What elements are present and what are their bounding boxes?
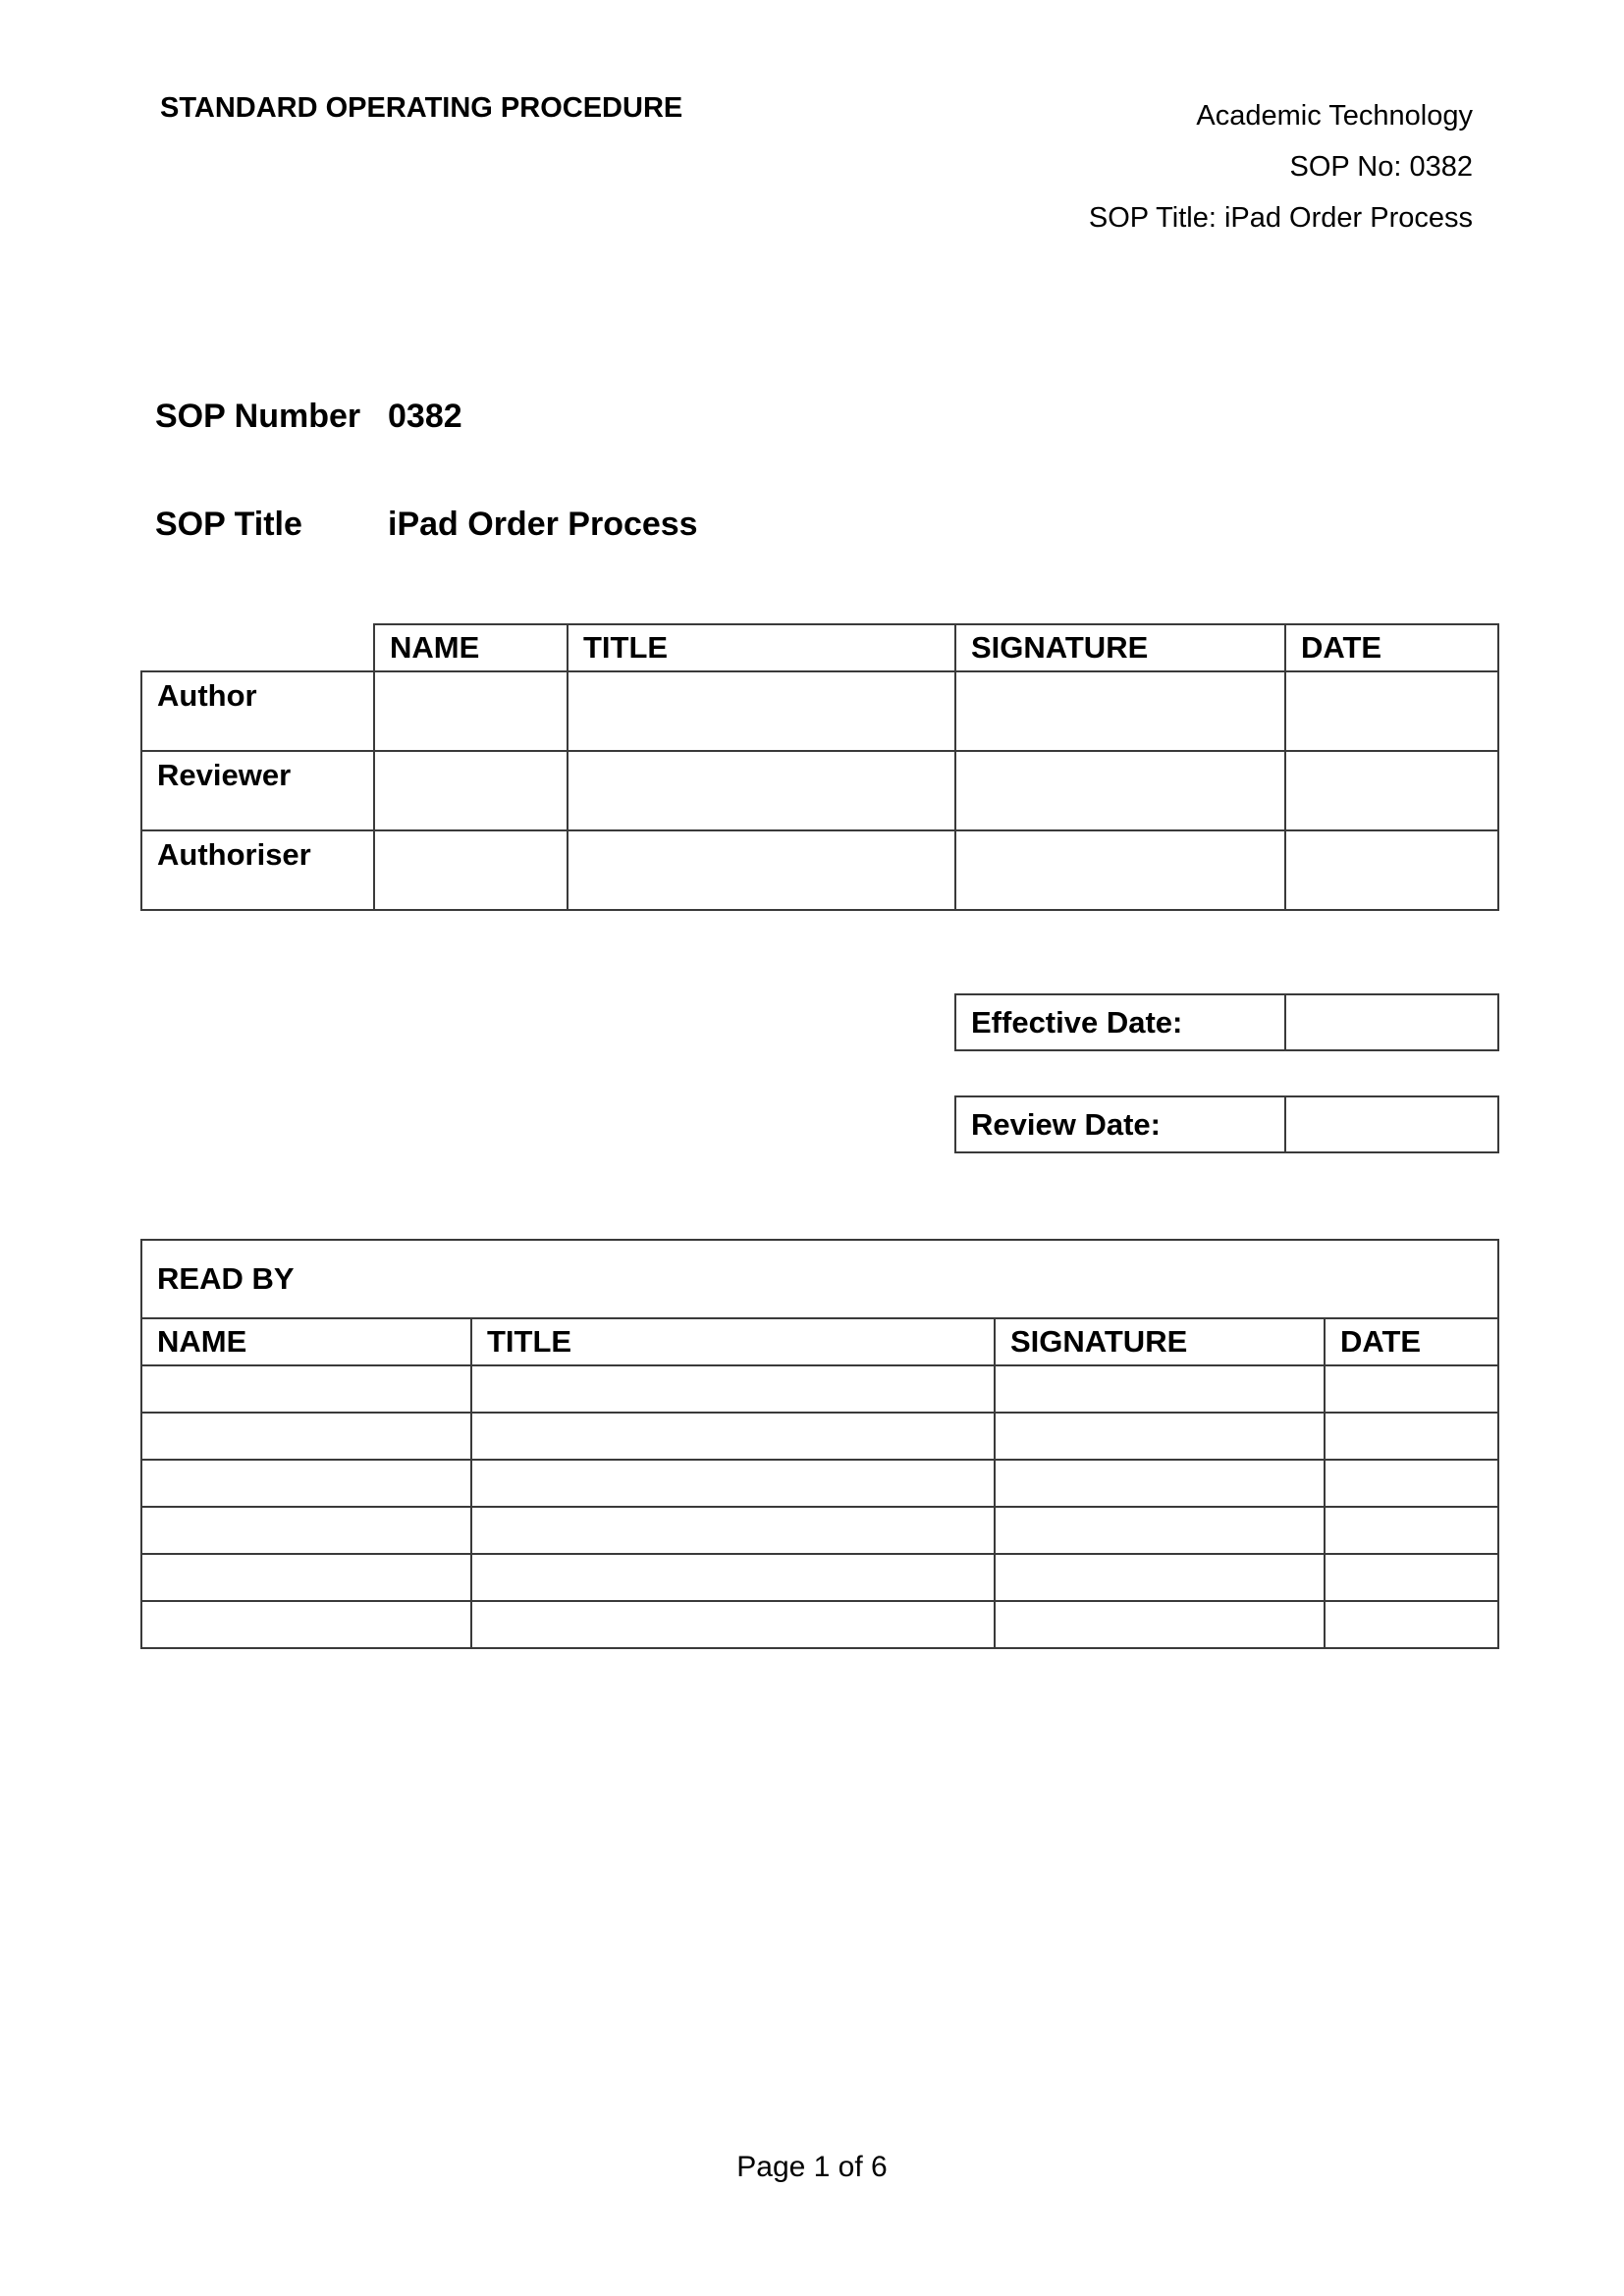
read-by-signature-cell[interactable] — [995, 1365, 1325, 1413]
read-by-column-title: TITLE — [471, 1318, 995, 1365]
read-by-heading-row — [141, 1240, 1498, 1318]
read-by-title-cell[interactable] — [471, 1365, 995, 1413]
read-by-title-cell[interactable] — [471, 1554, 995, 1601]
read-by-date-cell[interactable] — [1325, 1413, 1498, 1460]
read-by-title-cell[interactable] — [471, 1413, 995, 1460]
read-by-name-cell[interactable] — [141, 1601, 471, 1648]
review-date-label: Review Date: — [955, 1096, 1285, 1152]
authoriser-date-cell[interactable] — [1285, 830, 1498, 910]
table-row — [141, 1507, 1498, 1554]
signoff-row-author — [141, 671, 1498, 751]
effective-date-value[interactable] — [1285, 994, 1498, 1050]
read-by-column-name: NAME — [141, 1318, 471, 1365]
review-date-table — [954, 1095, 1499, 1153]
read-by-title-cell[interactable] — [471, 1507, 995, 1554]
read-by-date-cell[interactable] — [1325, 1460, 1498, 1507]
read-by-date-cell[interactable] — [1325, 1554, 1498, 1601]
effective-date-label: Effective Date: — [955, 994, 1285, 1050]
read-by-signature-cell[interactable] — [995, 1460, 1325, 1507]
read-by-name-cell[interactable] — [141, 1554, 471, 1601]
reviewer-signature-cell[interactable] — [955, 751, 1285, 830]
column-header-title: TITLE — [568, 624, 955, 671]
read-by-signature-cell[interactable] — [995, 1601, 1325, 1648]
authoriser-name-cell[interactable] — [374, 830, 568, 910]
row-label-authoriser: Authoriser — [141, 830, 374, 910]
authoriser-title-cell[interactable] — [568, 830, 955, 910]
read-by-date-cell[interactable] — [1325, 1601, 1498, 1648]
author-date-cell[interactable] — [1285, 671, 1498, 751]
reviewer-title-cell[interactable] — [568, 751, 955, 830]
effective-date-table — [954, 993, 1499, 1051]
signoff-header-row — [141, 624, 1498, 671]
table-row — [141, 1365, 1498, 1413]
read-by-signature-cell[interactable] — [995, 1413, 1325, 1460]
sop-title-value: iPad Order Process — [388, 506, 698, 543]
read-by-name-cell[interactable] — [141, 1413, 471, 1460]
row-label-author: Author — [141, 671, 374, 751]
reviewer-name-cell[interactable] — [374, 751, 568, 830]
document-type: STANDARD OPERATING PROCEDURE — [160, 92, 683, 124]
sop-title-label: SOP Title — [155, 506, 302, 543]
read-by-title-cell[interactable] — [471, 1601, 995, 1648]
page-number: Page 1 of 6 — [736, 2151, 888, 2183]
header-sop-no: SOP No: 0382 — [1289, 151, 1473, 183]
read-by-title-cell[interactable] — [471, 1460, 995, 1507]
table-row — [141, 1601, 1498, 1648]
table-row — [141, 1460, 1498, 1507]
table-row — [141, 1413, 1498, 1460]
signoff-row-reviewer — [141, 751, 1498, 830]
table-row — [141, 1554, 1498, 1601]
read-by-name-cell[interactable] — [141, 1460, 471, 1507]
header-sop-title: SOP Title: iPad Order Process — [1088, 202, 1473, 234]
author-title-cell[interactable] — [568, 671, 955, 751]
read-by-table — [140, 1239, 1499, 1649]
read-by-name-cell[interactable] — [141, 1365, 471, 1413]
sop-number-value: 0382 — [388, 398, 462, 435]
read-by-column-signature: SIGNATURE — [995, 1318, 1325, 1365]
sop-number-label: SOP Number — [155, 398, 361, 435]
reviewer-date-cell[interactable] — [1285, 751, 1498, 830]
row-label-reviewer: Reviewer — [141, 751, 374, 830]
header-info — [1089, 90, 1473, 243]
author-signature-cell[interactable] — [955, 671, 1285, 751]
column-header-name: NAME — [374, 624, 568, 671]
author-name-cell[interactable] — [374, 671, 568, 751]
review-date-value[interactable] — [1285, 1096, 1498, 1152]
read-by-signature-cell[interactable] — [995, 1507, 1325, 1554]
read-by-header-row — [141, 1318, 1498, 1365]
department: Academic Technology — [1196, 100, 1473, 132]
read-by-column-date: DATE — [1325, 1318, 1498, 1365]
read-by-name-cell[interactable] — [141, 1507, 471, 1554]
column-header-signature: SIGNATURE — [955, 624, 1285, 671]
blank-cell — [141, 624, 374, 671]
read-by-date-cell[interactable] — [1325, 1365, 1498, 1413]
read-by-heading: READ BY — [141, 1240, 1498, 1318]
read-by-date-cell[interactable] — [1325, 1507, 1498, 1554]
authoriser-signature-cell[interactable] — [955, 830, 1285, 910]
column-header-date: DATE — [1285, 624, 1498, 671]
read-by-signature-cell[interactable] — [995, 1554, 1325, 1601]
signoff-table — [140, 623, 1499, 911]
signoff-row-authoriser — [141, 830, 1498, 910]
